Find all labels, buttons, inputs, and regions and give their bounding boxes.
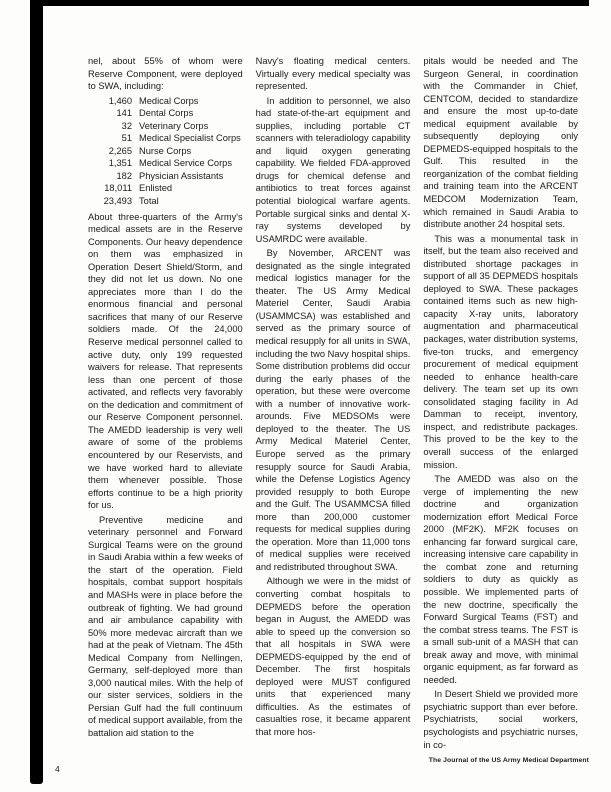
paragraph: Although we were in the midst of converting combat hospitals to DEPMEDS before the operation began in August, the AMEDD was able to speed up the conversion so that all hospitals in SWA were DEPMEDS-equipped by the end of December. The first hospitals deployed were MUST configured units that experienced many difficulties. As the estimates of casualties rose, it became apparent that more hos- xyxy=(255,576,411,737)
personnel-count: 23,493 xyxy=(103,196,132,207)
personnel-count: 2,265 xyxy=(108,145,132,156)
personnel-label: Medical Corps xyxy=(139,95,199,106)
personnel-count: 1,460 xyxy=(108,95,132,106)
paragraph: By November, ARCENT was designated as the single integrated medical logistics manager for the theater. The US Army Medical Materiel Center, Saudi Arabia (USAMMCSA) was established and served as the primary source of medical resupply for all units in SWA, including the two Navy hospital ships. Some distribution problems did occur during the early phases of the operation, but these were overcome with a number of innovative work-arounds. Five MEDSOMs were deployed to the theater. The US Army Medical Materiel Center, Europe served as the primary resupply source for Saudi Arabia, while the Defense Logistics Agency provided resupply to both Europe and the Gulf. The USAMMCSA filled more than 200,000 customer requests for medical supplies during the operation. More than 11,000 tons of medical supplies were received and redistributed throughout SWA. xyxy=(255,248,411,572)
column-2 xyxy=(256,55,411,761)
personnel-count: 51 xyxy=(121,133,132,144)
column-3 xyxy=(423,55,578,761)
paragraph: The AMEDD was also on the verge of implementing the new doctrine and organization modernization effort Medical Force 2000 (MF2K). MF2K focuses on enhancing far forward surgical care, increasing intensive care capability in the combat zone and returning soldiers to duty as quickly as possible. We implemented parts of the new doctrine, specifically the Forward Surgical Teams (FST) and the combat stress teams. The FST is a small sub-unit of a MASH that can break away and move, with minimal organic equipment, as far forward as needed. xyxy=(423,474,578,685)
list-item xyxy=(94,95,243,108)
scan-artifact-left-bar xyxy=(30,0,43,784)
paragraph-continuation: nel, about 55% of whom were Reserve Component, were deployed to SWA, including: xyxy=(88,56,243,92)
personnel-label: Enlisted xyxy=(139,183,173,194)
paragraph: In addition to personnel, we also had state-of-the-art equipment and supplies, including portable CT scanners with teleradiology capability and liquid oxygen generating capability. We fielded FDA-approved drugs for chemical defense and antibiotics to treat forces against potential biological warfare agents. Portable surgical sinks and dental X-ray systems developed by USAMRDC were available. xyxy=(255,95,411,244)
paragraph: Preventive medicine and veterinary personnel and Forward Surgical Teams were on the ground in Saudi Arabia within a few weeks of the start of the operation. Field hospitals, combat support hospitals and MASHs were in place before the outbreak of fighting. We had ground and air ambulance capability with 50% more medevac aircraft than we had at the peak of Vietnam. The 45th Medical Company from Nellingen, Germany, self-deployed more than 3,000 nautical miles. With the help of our sister services, soldiers in the Persian Gulf had the full continuum of medical support available, from the battalion aid station to the xyxy=(88,514,243,738)
personnel-count: 1,351 xyxy=(108,158,132,169)
paragraph: In Desert Shield we provided more psychiatric support than ever before. Psychiatrists, social workers, psychologists and psychiatric nurses, in co- xyxy=(423,689,578,750)
paragraph-continuation: Navy's floating medical centers. Virtually every medical specialty was represented. xyxy=(255,56,411,92)
personnel-label: Medical Service Corps xyxy=(139,158,233,169)
list-item xyxy=(94,132,243,145)
list-item xyxy=(94,145,243,158)
personnel-label: Total xyxy=(139,196,159,207)
personnel-label: Veterinary Corps xyxy=(139,120,209,131)
personnel-count: 18,011 xyxy=(104,183,132,194)
list-item xyxy=(94,182,243,195)
list-item xyxy=(94,195,243,208)
page-number: 4 xyxy=(55,764,60,774)
personnel-label: Physician Assistants xyxy=(139,170,224,181)
personnel-count: 141 xyxy=(116,108,132,119)
personnel-label: Nurse Corps xyxy=(139,145,192,156)
personnel-count: 32 xyxy=(121,120,132,131)
paragraph: This was a monumental task in itself, but the team also received and distributed shortage packages in support of all 35 DEPMEDS hospitals deployed to SWA. These packages contained items such as new high-capacity X-ray units, laboratory augmentation and pharmaceutical packages, water distribution systems, five-ton trucks, and emergency procurement of medical equipment needed to enhance health-care delivery. The team set up its own consolidated staging facility in Ad Damman to receipt, inventory, inspect, and redistribute packages. This proved to be the key to the overall success of the enlarged mission. xyxy=(423,233,578,470)
personnel-summary-list xyxy=(94,95,243,208)
personnel-count: 182 xyxy=(116,170,132,181)
paragraph-continuation: pitals would be needed and The Surgeon General, in coordination with the Commander in Chief, CENTCOM, decided to standardize and ensure the most up-to-date medical equipment available by subsequently deploying only DEPMEDS-equipped hospitals to the Gulf. This resulted in the reorganization of the combat fielding and training team into the ARCENT MEDCOM Modernization Team, which remained in Saudi Arabia to distribute another 24 hospital sets. xyxy=(423,56,578,230)
list-item xyxy=(94,170,243,183)
column-1 xyxy=(88,55,243,761)
personnel-label: Dental Corps xyxy=(139,108,194,119)
list-item xyxy=(94,120,243,133)
article-body xyxy=(88,55,578,761)
list-item xyxy=(94,157,243,170)
personnel-label: Medical Specialist Corps xyxy=(139,133,241,144)
journal-title-footer: The Journal of the US Army Medical Department xyxy=(428,757,589,764)
scan-artifact-top-bar xyxy=(30,0,589,6)
paragraph: About three-quarters of the Army's medical assets are in the Reserve Components. Our heavy dependence on them was emphasized in Operation Desert Shield/Storm, and they did not let us down. No one appreciates more than I do the enormous financial and personal sacrifices that many of our Reserve soldiers made. Of the 24,000 Reserve medical personnel called to active duty, only 199 requested waivers for release. That represents less than one percent of those activated, and reflects very favorably on the dedication and commitment of our Reserve Component personnel. The AMEDD leadership is very well aware of some of the problems encountered by our Reservists, and we have worked hard to alleviate them whenever possible. Those efforts continue to be a high priority for us. xyxy=(88,211,243,511)
list-item xyxy=(94,107,243,120)
